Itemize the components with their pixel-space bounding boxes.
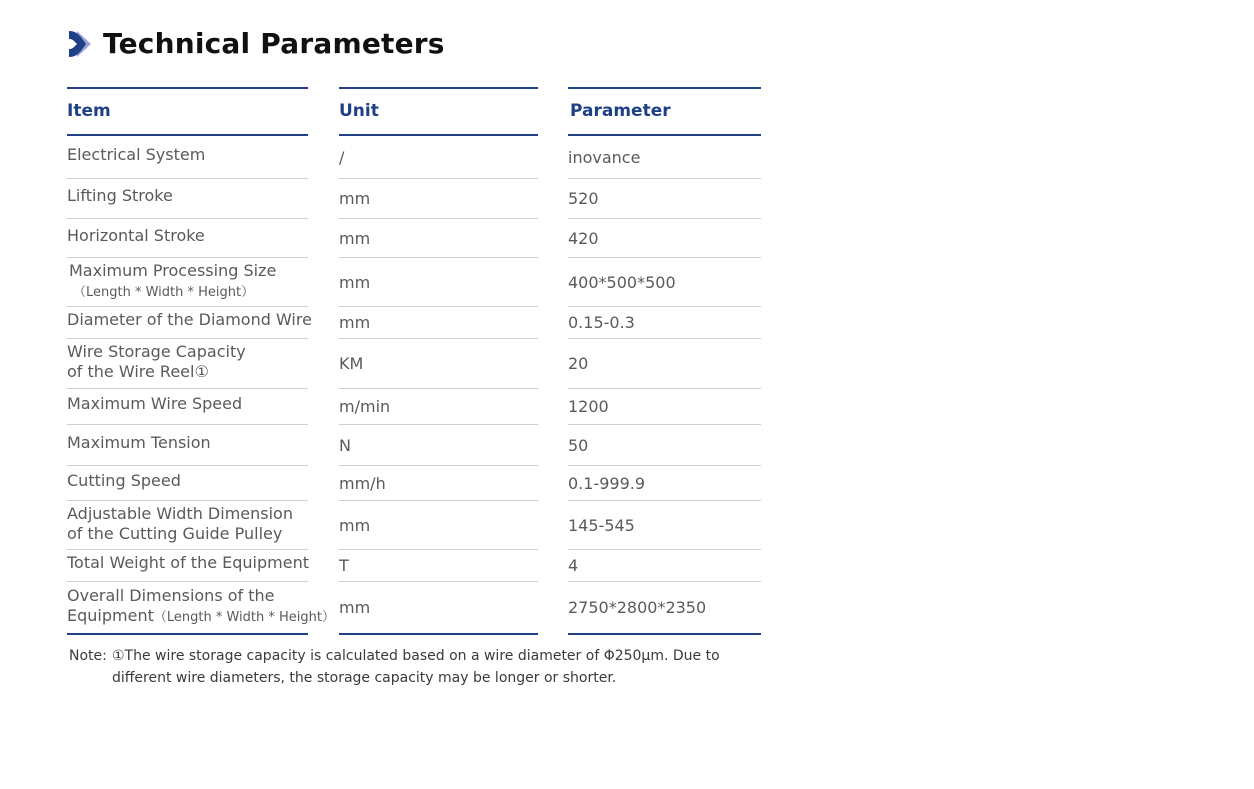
row-divider [568, 338, 761, 339]
page-title: Technical Parameters [103, 27, 445, 60]
row-divider [568, 306, 761, 307]
note-text: ①The wire storage capacity is calculated based on a wire diameter of Φ250μm. Due to different wire diameters, the storage capacity may be longer or shorter. [112, 648, 720, 686]
cell-parameter: 2750*2800*2350 [568, 598, 707, 617]
row-divider [568, 549, 761, 550]
cell-unit: mm [339, 313, 371, 332]
table-rule [339, 87, 538, 89]
cell-item [67, 226, 205, 246]
row-divider [67, 424, 308, 425]
cell-unit: mm [339, 228, 371, 248]
row-divider [339, 388, 538, 389]
cell-item-line1: Adjustable Width Dimension [67, 503, 293, 523]
column-header-unit: Unit [339, 101, 379, 121]
column-header-parameter: Parameter [570, 101, 671, 121]
cell-item [67, 553, 309, 573]
cell-unit: m/min [339, 397, 391, 416]
row-divider [67, 388, 308, 389]
row-divider [67, 500, 308, 501]
cell-item [67, 145, 205, 165]
cell-item [67, 471, 181, 491]
table-rule [568, 87, 761, 89]
row-divider [568, 178, 761, 179]
cell-unit: mm [339, 272, 371, 292]
row-divider [339, 306, 538, 307]
row-divider [67, 178, 308, 179]
cell-unit: mm [339, 515, 371, 535]
cell-item-line1: Lifting Stroke [67, 186, 173, 205]
cell-parameter: 0.1-999.9 [568, 473, 646, 493]
cell-item-line1: Horizontal Stroke [67, 225, 205, 245]
row-divider [568, 218, 761, 219]
row-divider [568, 500, 761, 501]
cell-item-line2-text: of the Wire Reel① [67, 362, 209, 381]
row-divider [67, 218, 308, 219]
cell-item-line1: Diameter of the Diamond Wire [67, 310, 312, 329]
row-divider [339, 581, 538, 582]
row-divider [67, 338, 308, 339]
cell-item [67, 504, 293, 544]
cell-parameter: 20 [568, 354, 589, 373]
row-divider [568, 581, 761, 582]
cell-parameter: inovance [568, 148, 641, 167]
table-rule [568, 633, 761, 635]
row-divider [339, 338, 538, 339]
row-divider [339, 218, 538, 219]
cell-parameter: 400*500*500 [568, 272, 676, 292]
cell-item-line2-suffix: （Length * Width * Height） [153, 610, 335, 625]
cell-item [67, 586, 335, 628]
cell-unit: T [339, 556, 349, 575]
cell-unit: / [339, 148, 345, 167]
row-divider [568, 465, 761, 466]
cell-item-line1: Overall Dimensions of the [67, 586, 275, 605]
row-divider [339, 465, 538, 466]
cell-item-line1: Electrical System [67, 145, 206, 164]
table-rule [339, 134, 538, 136]
row-divider [568, 257, 761, 258]
cell-item-line1: Wire Storage Capacity [67, 342, 246, 361]
column-header-item: Item [67, 101, 111, 121]
row-divider [67, 581, 308, 582]
table-rule [67, 87, 308, 89]
cell-unit: mm/h [339, 473, 386, 493]
table-rule [67, 633, 308, 635]
row-divider [339, 178, 538, 179]
cell-item-line2-text: of the Cutting Guide Pulley [67, 523, 283, 543]
section-header [67, 26, 445, 62]
cell-item [67, 186, 173, 206]
cell-unit: mm [339, 189, 371, 208]
cell-item [69, 261, 276, 303]
cell-unit: KM [339, 354, 364, 373]
row-divider [339, 424, 538, 425]
cell-parameter: 145-545 [568, 515, 635, 535]
cell-parameter: 50 [568, 435, 589, 455]
cell-parameter: 4 [568, 556, 579, 575]
cell-item-line1: Cutting Speed [67, 470, 181, 490]
cell-item-line2-text: （Length * Width * Height） [73, 284, 255, 300]
cell-parameter: 520 [568, 189, 599, 208]
cell-item [67, 433, 211, 453]
cell-item-line2-text: Equipment [67, 606, 154, 625]
cell-item-line2 [67, 362, 246, 382]
row-divider [67, 306, 308, 307]
cell-unit: N [339, 435, 351, 455]
note-label: Note: [69, 648, 107, 664]
cell-item-line1: Maximum Tension [67, 432, 211, 452]
row-divider [339, 500, 538, 501]
cell-item-line1: Total Weight of the Equipment [67, 553, 309, 572]
row-divider [67, 465, 308, 466]
cell-parameter: 420 [568, 228, 599, 248]
chevron-right-icon [67, 29, 97, 59]
row-divider [67, 549, 308, 550]
cell-item-line1: Maximum Processing Size [69, 260, 277, 280]
row-divider [67, 257, 308, 258]
cell-item-line2 [69, 281, 276, 303]
table-rule [568, 134, 761, 136]
cell-unit: mm [339, 598, 371, 617]
cell-item-line2 [67, 524, 293, 544]
row-divider [568, 388, 761, 389]
row-divider [339, 257, 538, 258]
cell-item [67, 342, 246, 382]
cell-item [67, 310, 312, 330]
cell-item-line2 [67, 606, 335, 628]
cell-parameter: 0.15-0.3 [568, 313, 635, 332]
row-divider [339, 549, 538, 550]
table-rule [339, 633, 538, 635]
table-rule [67, 134, 308, 136]
cell-item-line1: Maximum Wire Speed [67, 394, 243, 413]
cell-parameter: 1200 [568, 397, 609, 416]
row-divider [568, 424, 761, 425]
cell-item [67, 394, 242, 414]
